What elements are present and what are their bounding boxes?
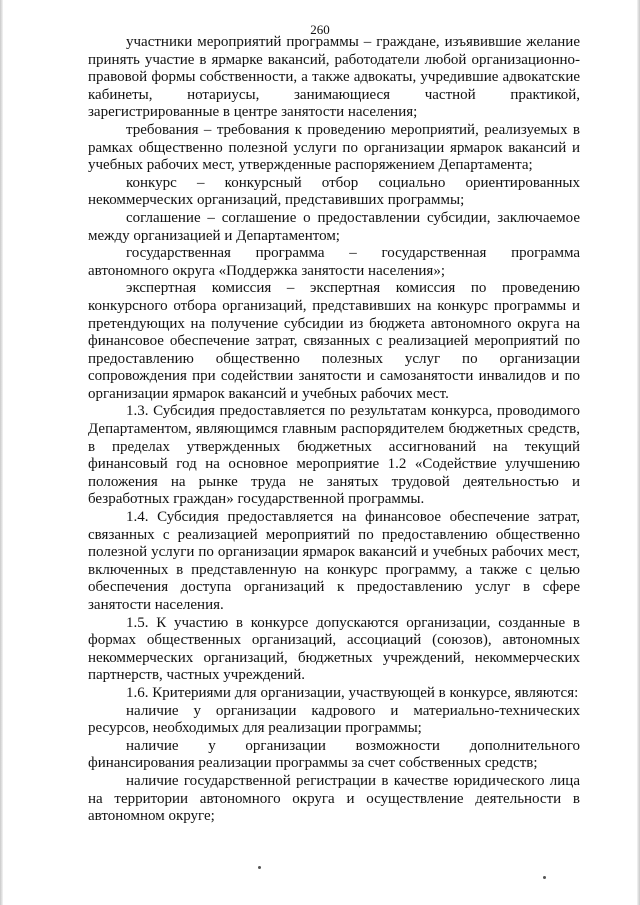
paragraph-participants: участники мероприятий программы – граждане, изъявившие желание принять участие в ярмарке вакансий, работодатели любой организационно-правовой формы собственности, а также адвокаты, учредившие адвокатские кабинеты, нотариусы, занимающиеся частной практикой, зарегистрированные в центре занятости населения; xyxy=(88,34,580,121)
scan-speck xyxy=(543,876,546,879)
scan-speck xyxy=(258,866,261,869)
paragraph-criterion-funding: наличие у организации возможности дополнительного финансирования реализации программы за счет собственных средств; xyxy=(88,737,580,772)
paragraph-agreement: соглашение – соглашение о предоставлении субсидии, заключаемое между организацией и Департаментом; xyxy=(88,209,580,244)
scan-left-edge xyxy=(0,0,3,905)
paragraph-section-1-6: 1.6. Критериями для организации, участвующей в конкурсе, являются: xyxy=(126,684,579,701)
paragraph-contest: конкурс – конкурсный отбор социально ориентированных некоммерческих организаций, представивших программы; xyxy=(88,174,580,209)
document-body xyxy=(88,34,580,826)
paragraph-criterion-registration: наличие государственной регистрации в качестве юридического лица на территории автономного округа и осуществление деятельности в автономном округе; xyxy=(88,772,580,825)
page-number: 260 xyxy=(310,22,330,37)
paragraph-expert-commission: экспертная комиссия – экспертная комиссия по проведению конкурсного отбора организаций, представивших на конкурс программы и претендующих на получение субсидии из бюджета автономного округа на финансовое обеспечение затрат, связанных с реализацией мероприятий по предоставлению общественно полезных услуг по организации сопровождения при содействии занятости и самозанятости инвалидов и по организации ярмарок вакансий и учебных рабочих мест. xyxy=(88,280,580,402)
paragraph-section-1-5: 1.5. К участию в конкурсе допускаются организации, созданные в формах общественных организаций, ассоциаций (союзов), автономных некоммерческих организаций, бюджетных учреждений, некоммерческих партнерств, частных учреждений. xyxy=(88,614,580,684)
paragraph-state-program: государственная программа – государственная программа автономного округа «Поддержка занятости населения»; xyxy=(88,245,580,279)
paragraph-section-1-3: 1.3. Субсидия предоставляется по результатам конкурса, проводимого Департаментом, являющимся главным распорядителем бюджетных средств, в пределах утвержденных бюджетных ассигнований на текущий финансовый год на основное мероприятие 1.2 «Содействие улучшению положения на рынке труда не занятых трудовой деятельностью и безработных граждан» государственной программы. xyxy=(88,403,580,508)
paragraph-section-1-4: 1.4. Субсидия предоставляется на финансовое обеспечение затрат, связанных с реализацией мероприятий по предоставлению общественно полезной услуги по организации ярмарок вакансий и учебных рабочих мест, включенных в представленную на конкурс программу, а также с целью обеспечения доступа организаций к предоставлению услуг в сфере занятости населения. xyxy=(88,509,580,613)
paragraph-criterion-resources: наличие у организации кадрового и материально-технических ресурсов, необходимых для реализации программы; xyxy=(88,702,580,737)
paragraph-requirements: требования – требования к проведению мероприятий, реализуемых в рамках общественно полезной услуги по организации ярмарок вакансий и учебных рабочих мест, утвержденные распоряжением Департамента; xyxy=(88,121,580,174)
